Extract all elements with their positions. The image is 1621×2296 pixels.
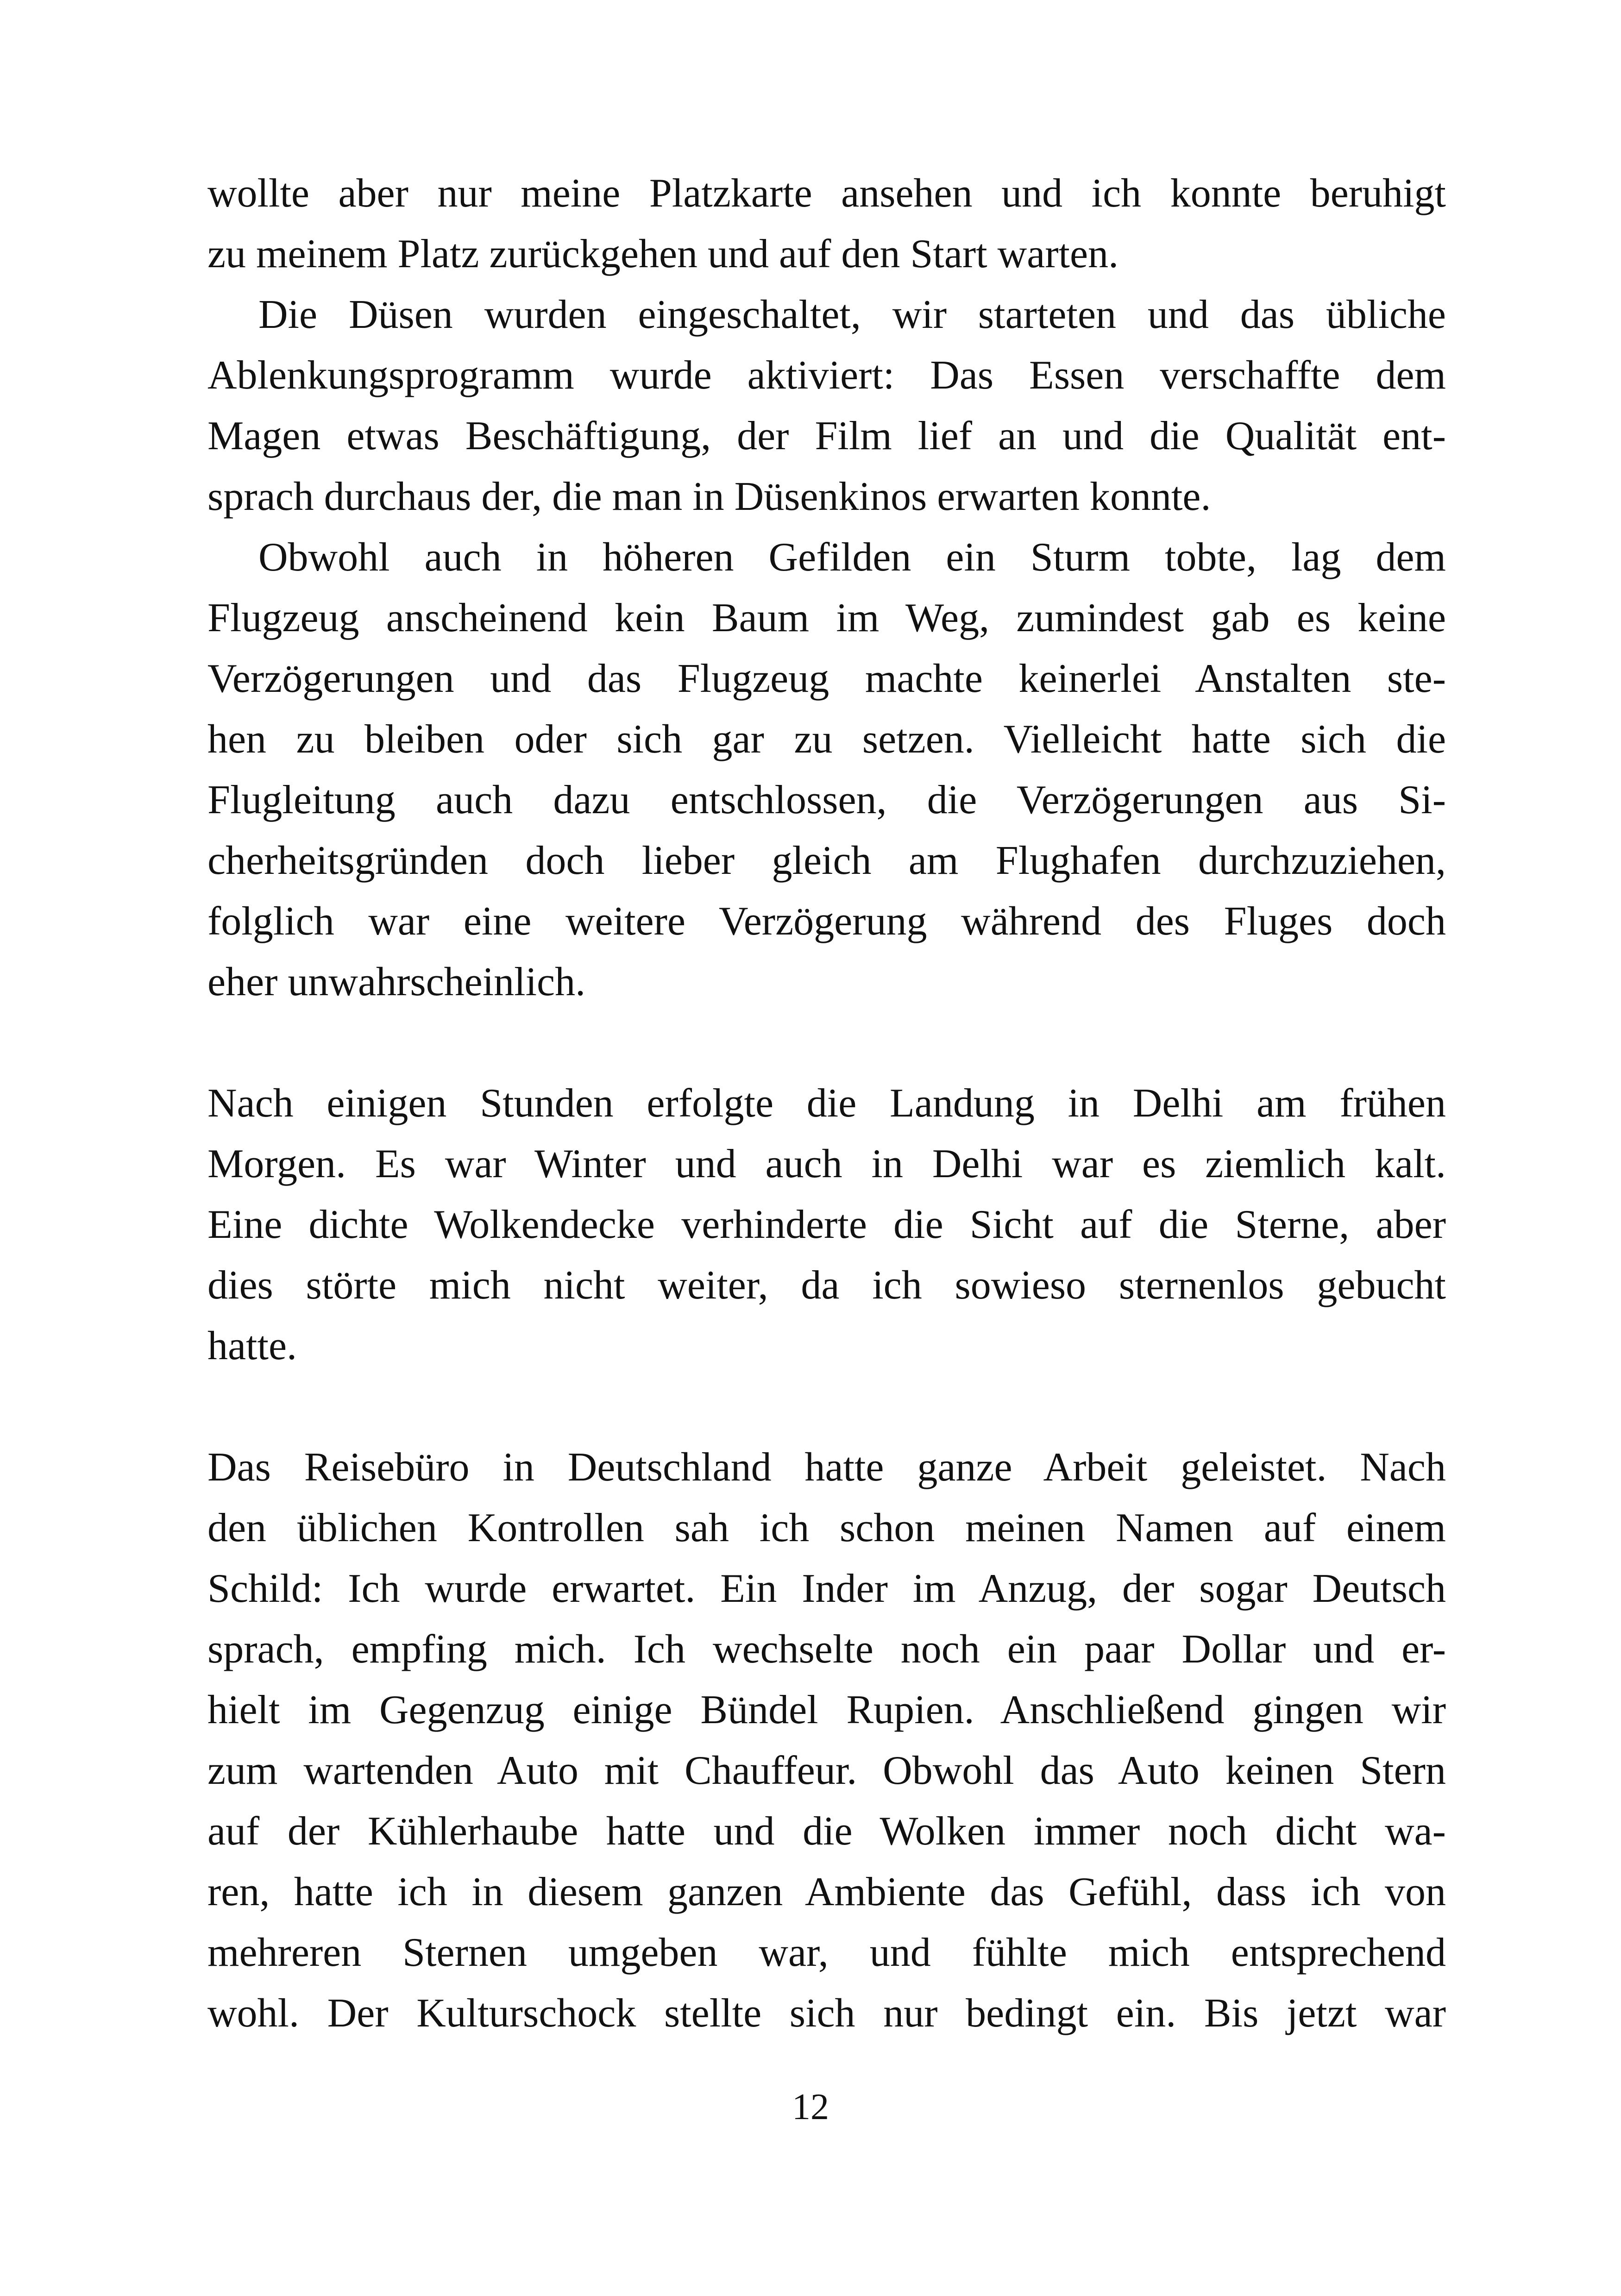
text-line: sprach, empfing mich. Ich wechselte noch ein paar Dollar und er-	[207, 1627, 1446, 1672]
text-line: Obwohl auch in höheren Gefilden ein Sturm tobte, lag dem	[258, 535, 1446, 580]
text-line: Verzögerungen und das Flugzeug machte keinerlei Anstalten ste-	[207, 656, 1446, 701]
text-line: Ablenkungsprogramm wurde aktiviert: Das Essen verschaffte dem	[207, 353, 1446, 398]
text-line: hatte.	[207, 1324, 297, 1368]
paragraph-p5	[207, 1437, 1446, 2044]
text-line: Magen etwas Beschäftigung, der Film lief an und die Qualität ent-	[207, 414, 1446, 458]
text-line: hielt im Gegenzug einige Bündel Rupien. Anschließend gingen wir	[207, 1687, 1446, 1732]
paragraph-gap	[207, 1376, 1446, 1437]
text-line: sprach durchaus der, die man in Düsenkinos erwarten konnte.	[207, 474, 1211, 519]
text-line: den üblichen Kontrollen sah ich schon meinen Namen auf einem	[207, 1506, 1446, 1550]
paragraph-p3	[207, 527, 1446, 1012]
text-line: wohl. Der Kulturschock stellte sich nur bedingt ein. Bis jetzt war	[207, 1991, 1446, 2036]
text-line: cherheitsgründen doch lieber gleich am Flughafen durchzuziehen,	[207, 838, 1446, 883]
paragraph-gap	[207, 1012, 1446, 1073]
text-line: zum wartenden Auto mit Chauffeur. Obwohl das Auto keinen Stern	[207, 1748, 1446, 1793]
text-line: Nach einigen Stunden erfolgte die Landung in Delhi am frühen	[207, 1081, 1446, 1126]
text-line: hen zu bleiben oder sich gar zu setzen. Vielleicht hatte sich die	[207, 717, 1446, 762]
text-line: Flugleitung auch dazu entschlossen, die Verzögerungen aus Si-	[207, 778, 1446, 822]
text-line: ren, hatte ich in diesem ganzen Ambiente das Gefühl, dass ich von	[207, 1869, 1446, 1914]
text-line: Schild: Ich wurde erwartet. Ein Inder im Anzug, der sogar Deutsch	[207, 1566, 1446, 1611]
text-line: mehreren Sternen umgeben war, und fühlte mich entsprechend	[207, 1930, 1446, 1975]
paragraph-p2	[207, 284, 1446, 527]
paragraph-p1	[207, 163, 1446, 284]
text-line: Die Düsen wurden eingeschaltet, wir starteten und das übliche	[258, 292, 1446, 337]
text-line: zu meinem Platz zurückgehen und auf den Start warten.	[207, 232, 1119, 276]
text-line: wollte aber nur meine Platzkarte ansehen und ich konnte beruhigt	[207, 171, 1446, 216]
text-line: folglich war eine weitere Verzögerung während des Fluges doch	[207, 899, 1446, 944]
text-line: dies störte mich nicht weiter, da ich sowieso sternenlos gebucht	[207, 1263, 1446, 1308]
paragraph-p4	[207, 1073, 1446, 1376]
text-line: auf der Kühlerhaube hatte und die Wolken immer noch dicht wa-	[207, 1809, 1446, 1854]
text-line: Das Reisebüro in Deutschland hatte ganze Arbeit geleistet. Nach	[207, 1445, 1446, 1490]
text-line: Flugzeug anscheinend kein Baum im Weg, zumindest gab es keine	[207, 596, 1446, 640]
body-text	[207, 163, 1446, 2044]
text-line: Morgen. Es war Winter und auch in Delhi war es ziemlich kalt.	[207, 1142, 1446, 1186]
page-number: 12	[792, 2087, 829, 2127]
text-line: eher unwahrscheinlich.	[207, 960, 586, 1004]
text-line: Eine dichte Wolkendecke verhinderte die Sicht auf die Sterne, aber	[207, 1202, 1446, 1247]
